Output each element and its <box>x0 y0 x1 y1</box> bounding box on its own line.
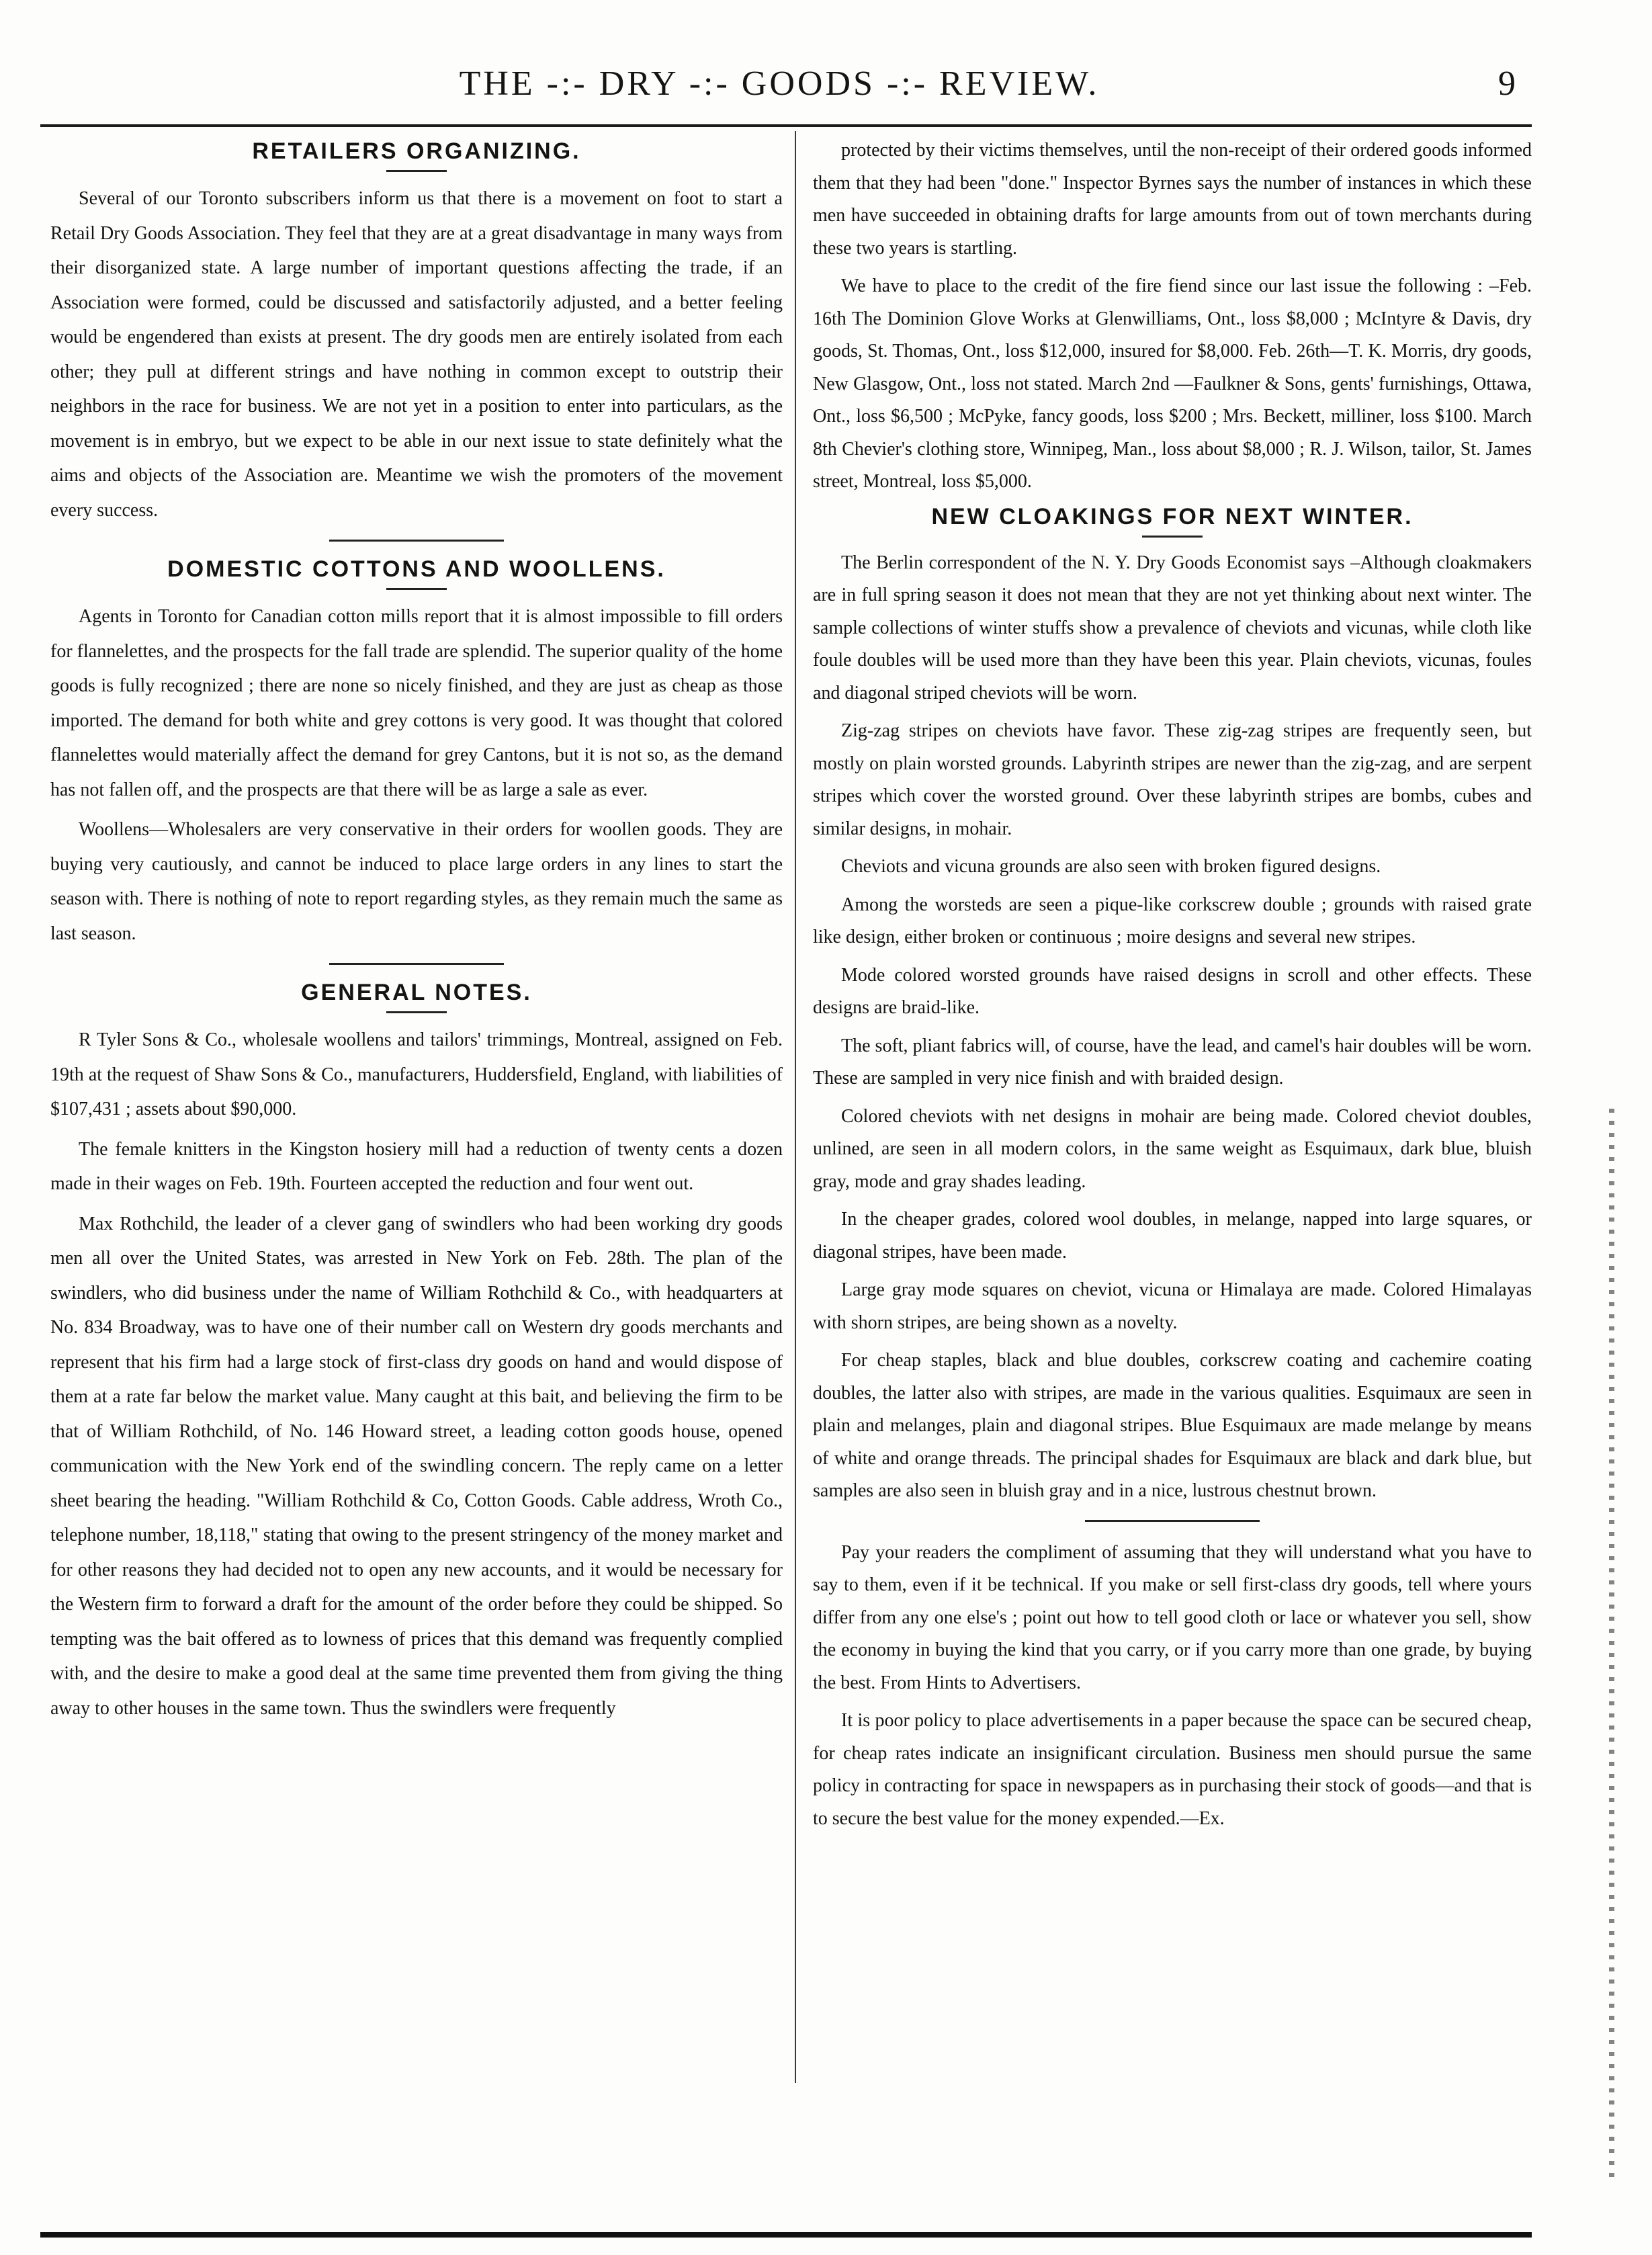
section-divider <box>1085 1520 1260 1522</box>
paragraph: Woollens—Wholesalers are very conservative in their orders for woollen goods. They are buying very cautiously, and cannot be induced to place large orders in any lines to start the season with. There is nothing of note to report regarding styles, as they remain much the same as last season. <box>50 819 783 944</box>
column-divider <box>795 131 796 2083</box>
paragraph: The Berlin correspondent of the N. Y. Dry Goods Economist says –Although cloakmakers are in full spring season it does not mean that they are not yet thinking about next winter. The sample collections of winter stuffs show a prevalence of cheviots and vicunas, while cloth like foule doubles will be used more than they have been this year. Plain cheviots, vicunas, foules and diagonal striped cheviots will be worn. <box>813 552 1532 704</box>
masthead-rule <box>40 124 1532 127</box>
scan-edge-marks <box>1609 1109 1614 2184</box>
section-retailers-organizing <box>50 138 783 527</box>
section-advertising-hints <box>813 1537 1532 1836</box>
section-general-notes <box>50 980 783 1726</box>
section-divider <box>329 963 504 965</box>
paragraph: Among the worsteds are seen a pique-like corkscrew double ; grounds with raised grate like design, either broken or continuous ; moire designs and several new stripes. <box>813 894 1532 947</box>
page-bottom-border <box>40 2232 1532 2238</box>
masthead-title: THE -:- DRY -:- GOODS -:- REVIEW. <box>459 65 1100 103</box>
heading-rule <box>386 588 447 590</box>
section-heading: DOMESTIC COTTONS AND WOOLLENS. <box>167 556 666 582</box>
paragraph: The soft, pliant fabrics will, of course, have the lead, and camel's hair doubles will be worn. These are sampled in very nice finish and with braided design. <box>813 1035 1532 1089</box>
section-heading: GENERAL NOTES. <box>301 980 532 1005</box>
paragraph: Mode colored worsted grounds have raised designs in scroll and other effects. These designs are braid-like. <box>813 964 1532 1018</box>
paragraph: For cheap staples, black and blue doubles, corkscrew coating and cachemire coating doubles, the latter also with stripes, are made in the various qualities. Esquimaux are seen in plain and melanges, plain and diagonal stripes. Blue Esquimaux are made melange by means of white and orange threads. The principal shades for Esquimaux are black and dark blue, but samples are also seen in bluish gray and in a nice, lustrous chestnut brown. <box>813 1350 1532 1501</box>
paragraph: Max Rothchild, the leader of a clever gang of swindlers who had been working dry goods men all over the United States, was arrested in New York on Feb. 28th. The plan of the swindlers, who did business under the name of William Rothchild & Co., with headquarters at No. 834 Broadway, was to have one of their number call on Western dry goods merchants and represent that his firm had a large stock of first-class dry goods on hand and would dispose of them at a rate far below the market value. Many caught at this bait, and believing the firm to be that of William Rothchild, of No. 146 Howard street, a leading cotton goods house, opened communication with the New York end of the swindling concern. The reply came on a letter sheet bearing the heading. "William Rothchild & Co, Cotton Goods. Cable address, Wroth Co., telephone number, 18,118," stating that owing to the present stringency of the money market and for other reasons they had decided not to open any new accounts, and it would be necessary for the Western firm to forward a draft for the amount of the order before they could be shipped. So tempting was the bait offered as to lowness of prices that this demand was frequently complied with, and the desire to make a good deal at the same time prevented them from giving the thing away to other houses in the same town. Thus the swindlers were frequently <box>50 1213 783 1719</box>
paragraph: R Tyler Sons & Co., wholesale woollens and tailors' trimmings, Montreal, assigned on Feb. 19th at the request of Shaw Sons & Co., manufacturers, Huddersfield, England, with liabilities of $107,431 ; assets about $90,000. <box>50 1029 783 1119</box>
masthead <box>40 64 1518 118</box>
section-heading: NEW CLOAKINGS FOR NEXT WINTER. <box>931 503 1414 529</box>
paragraph: Cheviots and vicuna grounds are also seen with broken figured designs. <box>841 856 1381 877</box>
general-notes-continued <box>813 134 1532 499</box>
section-new-cloakings <box>813 504 1532 1508</box>
heading-rule <box>386 170 447 172</box>
paragraph: Colored cheviots with net designs in mohair are being made. Colored cheviot doubles, unlined, are seen in all modern colors, in the same weight as Esquimaux, dark blue, bluish gray, mode and gray shades leading. <box>813 1105 1532 1192</box>
paragraph: Pay your readers the compliment of assuming that they will understand what you have to say to them, even if it be technical. If you make or sell first-class dry goods, tell where yours differ from any one else's ; point out how to tell good cloth or lace or whatever you sell, show the economy in buying the kind that you carry, or if you carry more than one grade, by buying the best. From Hints to Advertisers. <box>813 1541 1532 1693</box>
heading-rule <box>386 1011 447 1013</box>
section-heading: RETAILERS ORGANIZING. <box>252 138 581 164</box>
section-divider <box>329 540 504 542</box>
paragraph: We have to place to the credit of the fire fiend since our last issue the following : –Feb. 16th The Dominion Glove Works at Glenwilliams, Ont., loss $8,000 ; McIntyre & Davis, dry goods, St. Thomas, Ont., loss $12,000, insured for $8,000. Feb. 26th—T. K. Morris, dry goods, New Glasgow, Ont., loss not stated. March 2nd —Faulkner & Sons, gents' furnishings, Ottawa, Ont., loss $6,500 ; McPyke, fancy goods, loss $200 ; Mrs. Beckett, milliner, loss $100. March 8th Chevier's clothing store, Winnipeg, Man., loss about $8,000 ; R. J. Wilson, tailor, St. James street, Montreal, loss $5,000. <box>813 275 1532 492</box>
paragraph: It is poor policy to place advertisements in a paper because the space can be secured cheap, for cheap rates indicate an insignificant circulation. Business men should pursue the same policy in contracting for space in newspapers as in purchasing their stock of goods—and that is to secure the best value for the money expended.—Ex. <box>813 1710 1532 1829</box>
paragraph: Agents in Toronto for Canadian cotton mills report that it is almost impossible to fill orders for flannelettes, and the prospects for the fall trade are splendid. The superior quality of the home goods is fully recognized ; there are none so nicely finished, and they are just as cheap as those imported. The demand for both white and grey cottons is very good. It was thought that colored flannelettes would materially affect the demand for grey Cantons, but it is not so, as the demand has not fallen off, and the prospects are that there will be as large a sale as ever. <box>50 606 783 800</box>
paragraph: protected by their victims themselves, until the non-receipt of their ordered goods informed them that they had been "done." Inspector Byrnes says the number of instances in which these men have succeeded in obtaining drafts for large amounts from out of town merchants during these two years is startling. <box>813 140 1532 259</box>
heading-rule <box>1142 536 1203 538</box>
paragraph: Several of our Toronto subscribers inform us that there is a movement on foot to start a Retail Dry Goods Association. They feel that they are at a great disadvantage in many ways from their disorganized state. A large number of important questions affecting the trade, if an Association were formed, could be discussed and satisfactorily adjusted, and a better feeling would be engendered than exists at present. The dry goods men are entirely isolated from each other; they pull at different strings and have nothing in common except to outstrip their neighbors in the race for business. We are not yet in a position to enter into particulars, as the movement is in embryo, but we expect to be able in our next issue to state definitely what the aims and objects of the Association are. Meantime we wish the promoters of the movement every success. <box>50 188 783 521</box>
paragraph: The female knitters in the Kingston hosiery mill had a reduction of twenty cents a dozen made in their wages on Feb. 19th. Fourteen accepted the reduction and four went out. <box>50 1138 783 1194</box>
paragraph: Large gray mode squares on cheviot, vicuna or Himalaya are made. Colored Himalayas with shorn stripes, are being shown as a novelty. <box>813 1279 1532 1333</box>
right-column <box>813 134 1532 1840</box>
page-number: 9 <box>1498 65 1518 103</box>
section-domestic-cottons-woollens <box>50 556 783 951</box>
paragraph: Zig-zag stripes on cheviots have favor. These zig-zag stripes are frequently seen, but mostly on plain worsted grounds. Labyrinth stripes are newer than the zig-zag, and are serpent stripes which cover the worsted ground. Over these labyrinth stripes are bombs, cubes and similar designs, in mohair. <box>813 720 1532 839</box>
left-column <box>50 134 783 1731</box>
paragraph: In the cheaper grades, colored wool doubles, in melange, napped into large squares, or diagonal stripes, have been made. <box>813 1209 1532 1263</box>
